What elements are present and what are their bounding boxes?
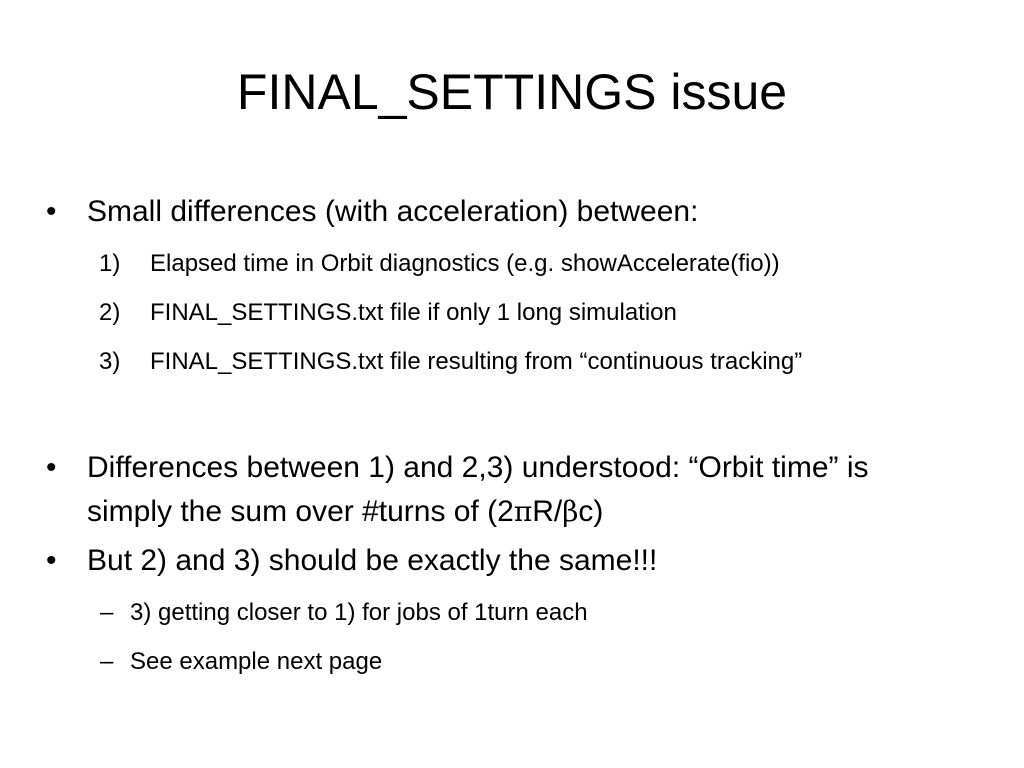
dash-item-text: See example next page <box>130 648 383 675</box>
bullet-marker: • <box>46 451 57 484</box>
bullet-text: Small differences (with acceleration) between: <box>87 195 699 228</box>
dash-marker: – <box>100 599 114 626</box>
bullet-differences-understood <box>46 446 947 534</box>
bullet-text: But 2) and 3) should be exactly the same!!! <box>87 544 658 577</box>
dash-item-text: 3) getting closer to 1) for jobs of 1turn each <box>130 599 588 626</box>
dash-item-2 <box>46 637 1006 686</box>
bullet-text-prefix: Differences between 1) and 2,3) understood: “Orbit time” is simply the sum over #turns of (2 <box>87 451 869 528</box>
bullet-should-be-same <box>46 539 1006 583</box>
bullet-small-differences <box>46 190 1006 234</box>
bullet-text-suffix: c) <box>578 495 604 528</box>
number-marker: 1) <box>99 250 121 277</box>
numbered-item-2 <box>46 288 1006 337</box>
numbered-item-1 <box>46 239 1006 288</box>
slide-title: FINAL_SETTINGS issue <box>236 64 788 120</box>
bullet-marker: • <box>46 544 57 577</box>
numbered-item-text: FINAL_SETTINGS.txt file if only 1 long simulation <box>150 299 677 326</box>
numbered-item-3 <box>46 337 1006 386</box>
number-marker: 3) <box>99 348 121 375</box>
number-marker: 2) <box>99 299 121 326</box>
dash-marker: – <box>100 648 114 675</box>
dash-item-1 <box>46 588 1006 637</box>
beta-symbol: β <box>562 495 579 528</box>
numbered-item-text: Elapsed time in Orbit diagnostics (e.g. showAccelerate(fio)) <box>150 250 780 277</box>
numbered-item-text: FINAL_SETTINGS.txt file resulting from “continuous tracking” <box>150 348 803 375</box>
bullet-text-mid: R/ <box>532 495 563 528</box>
bullet-marker: • <box>46 195 57 228</box>
pi-symbol: π <box>513 495 533 528</box>
slide-body <box>46 190 1006 686</box>
